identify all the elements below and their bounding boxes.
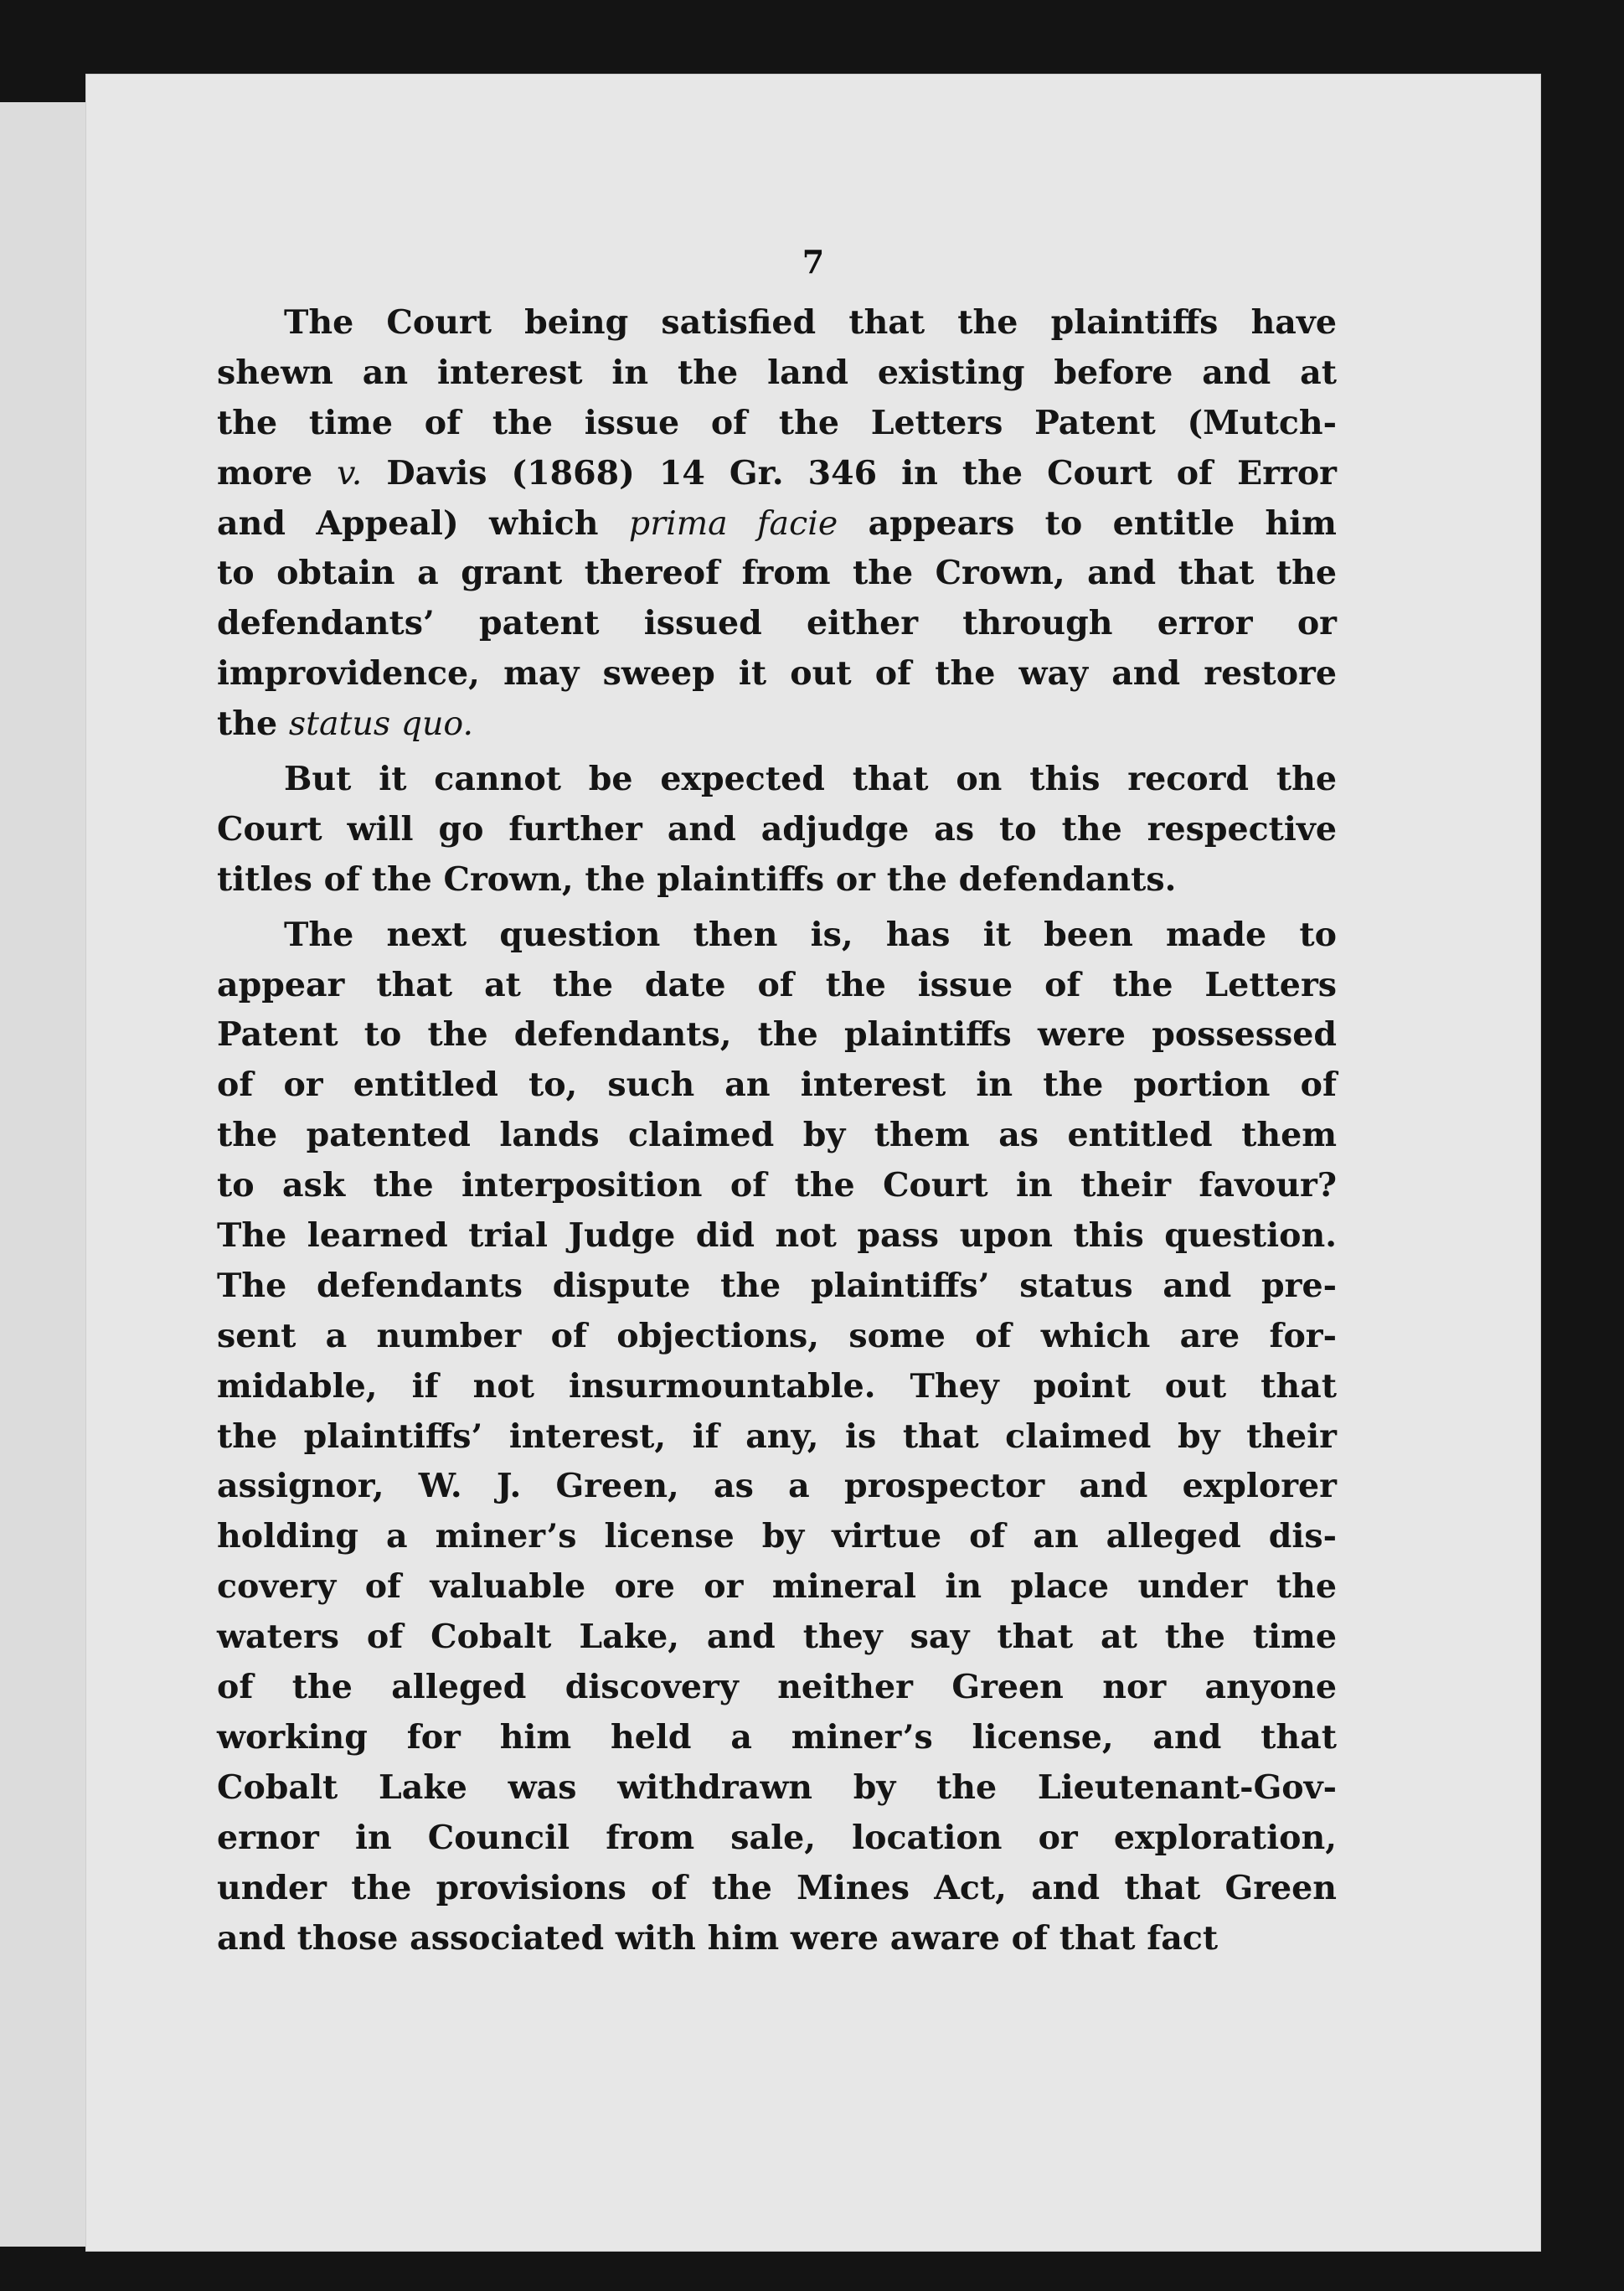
text-line xyxy=(217,855,1337,906)
text-line xyxy=(217,1262,1337,1312)
text-segment: Davis (1868) 14 Gr. 346 in the Court of Error xyxy=(362,453,1337,493)
text-line xyxy=(217,1211,1337,1262)
text-line xyxy=(217,649,1337,699)
text-line xyxy=(217,1111,1337,1161)
text-line xyxy=(217,1312,1337,1362)
text-segment: holding a miner’s license by virtue of an alleged dis- xyxy=(217,1517,1337,1556)
paragraph xyxy=(217,911,1337,1964)
text-segment: of or entitled to, such an interest in the portion of xyxy=(217,1066,1337,1105)
text-line xyxy=(217,805,1337,855)
text-segment: The learned trial Judge did not pass upon this question. xyxy=(217,1216,1337,1256)
text-segment: appears to entitle him xyxy=(838,503,1337,543)
text-segment: The Court being satisfied that the plaintiffs have xyxy=(284,303,1337,342)
paragraph xyxy=(217,298,1337,750)
text-line xyxy=(217,449,1337,499)
text-segment: defendants’ patent issued either through error or xyxy=(217,604,1337,643)
text-segment: shewn an interest in the land existing before and at xyxy=(217,353,1337,392)
text-segment: sent a number of objections, some of which are for- xyxy=(217,1316,1337,1355)
paragraph xyxy=(217,755,1337,906)
body-text xyxy=(217,298,1337,1969)
text-line xyxy=(217,1612,1337,1663)
text-line xyxy=(217,1713,1337,1763)
text-line xyxy=(217,1663,1337,1713)
text-line xyxy=(217,1412,1337,1463)
text-segment: Cobalt Lake was withdrawn by the Lieutenant-Gov- xyxy=(217,1767,1337,1807)
page-number: 7 xyxy=(802,243,825,281)
text-segment: ernor in Council from sale, location or exploration, xyxy=(217,1818,1337,1857)
text-line xyxy=(217,699,1337,750)
text-segment: under the provisions of the Mines Act, and that Green xyxy=(217,1868,1337,1907)
text-segment: waters of Cobalt Lake, and they say that at the time xyxy=(217,1618,1337,1657)
text-segment: to ask the interposition of the Court in their favour? xyxy=(217,1166,1337,1205)
text-line xyxy=(217,348,1337,399)
text-line xyxy=(217,399,1337,449)
text-segment: Court will go further and adjudge as to the respective xyxy=(217,809,1337,849)
text-line xyxy=(217,755,1337,805)
text-line xyxy=(217,298,1337,348)
text-segment: working for him held a miner’s license, and that xyxy=(217,1717,1337,1757)
text-line xyxy=(217,499,1337,550)
text-line xyxy=(217,911,1337,961)
text-segment: of the alleged discovery neither Green nor anyone xyxy=(217,1668,1337,1707)
text-line xyxy=(217,1010,1337,1060)
text-segment: assignor, W. J. Green, as a prospector and explorer xyxy=(217,1467,1337,1506)
text-segment: and those associated with him were aware of that fact xyxy=(217,1918,1219,1958)
text-line xyxy=(217,1864,1337,1914)
text-line xyxy=(217,599,1337,649)
text-line xyxy=(217,1362,1337,1412)
text-segment: Patent to the defendants, the plaintiffs were possessed xyxy=(217,1015,1337,1055)
text-line xyxy=(217,549,1337,599)
text-line xyxy=(217,1814,1337,1864)
text-segment: improvidence, may sweep it out of the way and restore xyxy=(217,654,1337,694)
text-segment: the xyxy=(217,704,289,744)
text-segment: the patented lands claimed by them as entitled them xyxy=(217,1116,1337,1155)
italic-text: prima facie xyxy=(628,503,838,543)
text-line xyxy=(217,1914,1337,1964)
text-line xyxy=(217,1562,1337,1612)
text-segment: the plaintiffs’ interest, if any, is that claimed by their xyxy=(217,1416,1337,1456)
text-line xyxy=(217,961,1337,1011)
text-segment: more xyxy=(217,453,338,493)
text-segment: the time of the issue of the Letters Patent (Mutch- xyxy=(217,403,1337,442)
text-line xyxy=(217,1763,1337,1814)
text-segment: The defendants dispute the plaintiffs’ status and pre- xyxy=(217,1266,1337,1305)
text-line xyxy=(217,1161,1337,1211)
facing-page-edge xyxy=(0,102,90,2247)
text-segment: appear that at the date of the issue of the Letters xyxy=(217,965,1337,1004)
text-segment: midable, if not insurmountable. They point out that xyxy=(217,1366,1337,1406)
text-line xyxy=(217,1462,1337,1512)
italic-text: status quo. xyxy=(288,704,474,744)
text-line xyxy=(217,1060,1337,1111)
text-segment: and Appeal) which xyxy=(217,503,629,543)
text-segment: The next question then is, has it been made to xyxy=(284,915,1337,954)
text-line xyxy=(217,1512,1337,1562)
italic-text: v. xyxy=(337,453,363,493)
text-segment: titles of the Crown, the plaintiffs or the defendants. xyxy=(217,859,1177,899)
text-segment: But it cannot be expected that on this record the xyxy=(284,760,1337,799)
text-segment: covery of valuable ore or mineral in place under the xyxy=(217,1567,1337,1607)
text-segment: to obtain a grant thereof from the Crown, and that the xyxy=(217,554,1337,593)
